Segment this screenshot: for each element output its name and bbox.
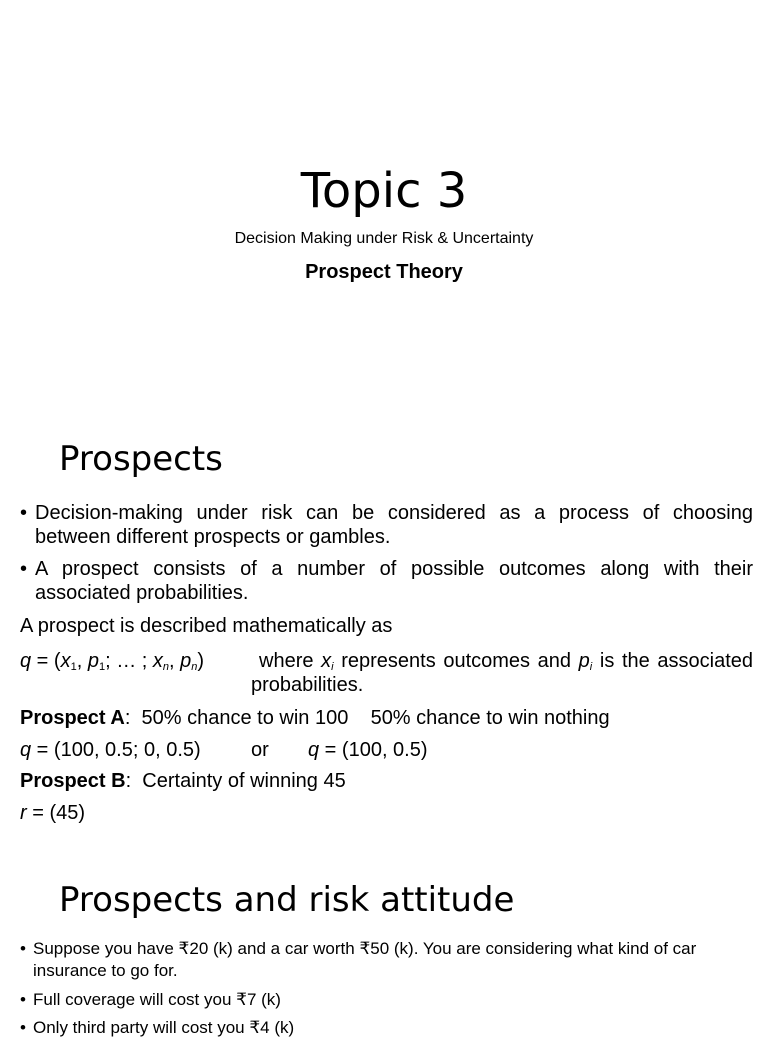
bullet-item [20,989,753,1011]
prospect-a-equation: q = (100, 0.5; 0, 0.5) [20,739,201,761]
prospect-formula: $q = (x_1$, $p_1$; … ; $x_n$, $p_n$) [20,650,205,673]
prospects-heading: Prospects [59,439,223,479]
bullet-text: Only third party will cost you ₹4 (k) [33,1018,295,1037]
slide-title: Topic 3 [300,163,468,219]
prospect-b-equation: r = (45) [20,802,86,824]
bullet-dot: • [20,558,28,580]
bullet-text: Suppose you have ₹20 (k) and a car worth ₹50 (k). You are considering what kind of car insurance to go for. [33,939,697,980]
prospect-a-line: Prospect A: 50% chance to win 100 50% chance to win nothing [20,707,610,729]
bullet-item [20,1017,753,1039]
bullet-dot: • [20,939,26,958]
bullet-item [20,501,753,549]
slide-subtitle-bold: Prospect Theory [305,261,463,283]
formula-explanation: where $x_i$ represents outcomes and $p_i$ is the associated probabilities. [251,650,754,696]
bullet-text: Full coverage will cost you ₹7 (k) [33,990,281,1009]
risk-attitude-heading: Prospects and risk attitude [59,880,515,920]
prospect-a-equation-alt: q = (100, 0.5) [308,739,428,761]
slide-subtitle: Decision Making under Risk & Uncertainty [234,230,534,247]
bullet-dot: • [20,1018,26,1037]
bullet-text: Decision-making under risk can be considered as a process of choosing between different prospects or gambles. [35,502,753,548]
described-text: A prospect is described mathematically as [20,615,393,637]
prospect-b-line: Prospect B: Certainty of winning 45 [20,770,346,792]
or-text: or [251,739,269,761]
bullet-dot: • [20,502,28,524]
bullet-dot: • [20,990,26,1009]
bullet-item [20,938,753,982]
bullet-item [20,557,753,605]
bullet-text: A prospect consists of a number of possible outcomes along with their associated probabilities. [35,558,753,604]
